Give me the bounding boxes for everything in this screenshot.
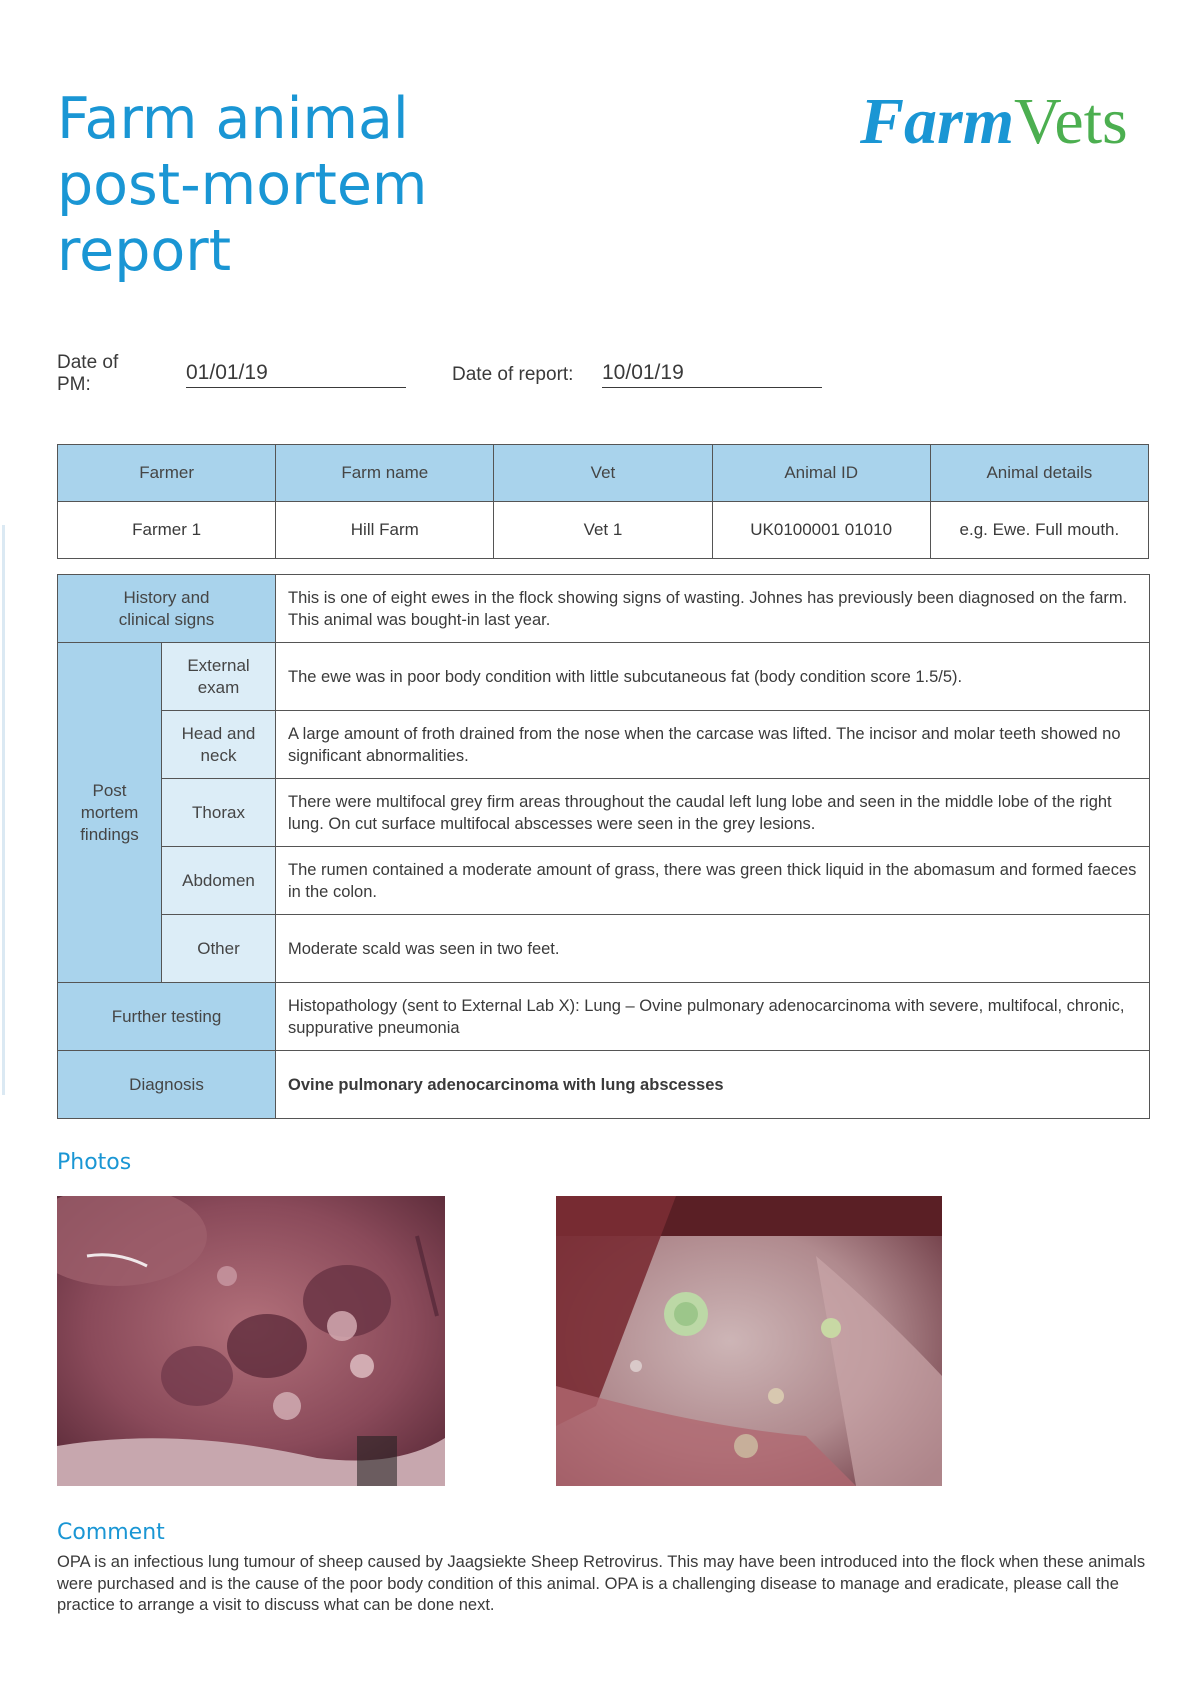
date-of-report-value[interactable]: 10/01/19 [602,361,822,388]
info-header-row [58,445,1149,502]
finding-row-external [58,643,1150,711]
date-of-pm-label [57,352,118,396]
external-exam-label-line-2: exam [197,677,240,697]
info-value-row [58,502,1149,559]
animal-info-table [57,444,1149,559]
pm-label-line-1: Post [92,780,127,800]
finding-row-other [58,915,1150,983]
finding-row-head [58,711,1150,779]
history-row [58,575,1150,643]
date-of-pm-label-line-2: PM: [57,374,91,395]
title-line-3: report [57,218,232,284]
comment-text: OPA is an infectious lung tumour of sheep caused by Jaagsiekte Sheep Retrovirus. This may have been introduced into the flock when these animals were purchased and is the cause of the poor body condition of this animal. OPA is a challenging disease to manage and eradicate, please call the practice to arrange a visit to discuss what can be done next. [57,1553,1146,1614]
external-exam-text: The ewe was in poor body condition with little subcutaneous fat (body condition score 1.5/5). [276,643,1150,711]
diagnosis-label: Diagnosis [58,1051,276,1119]
title-line-1: Farm animal [57,86,409,152]
finding-row-abdomen [58,847,1150,915]
head-neck-label-line-2: neck [200,745,237,765]
value-animal-id: UK0100001 01010 [712,502,930,559]
photos-heading: Photos [57,1150,132,1175]
logo-vets-text: Vets [1014,85,1128,158]
pm-label-line-3: findings [80,824,139,844]
title-line-2: post-mortem [57,152,428,218]
header-farm-name: Farm name [276,445,494,502]
post-mortem-findings-label [58,643,162,983]
farmvets-logo [860,84,1128,160]
further-testing-row [58,983,1150,1051]
head-neck-label [162,711,276,779]
history-label-line-1: History and [123,587,210,607]
findings-table [57,574,1150,1119]
page-title [57,86,617,284]
pm-label-line-2: mortem [80,802,139,822]
head-neck-text: A large amount of froth drained from the nose when the carcase was lifted. The incisor and molar teeth showed no significant abnormalities. [276,711,1150,779]
date-of-pm-value[interactable]: 01/01/19 [186,361,406,388]
diagnosis-text: Ovine pulmonary adenocarcinoma with lung abscesses [276,1051,1150,1119]
head-neck-label-line-1: Head and [181,723,256,743]
external-exam-label [162,643,276,711]
value-farm-name: Hill Farm [276,502,494,559]
other-label: Other [162,915,276,983]
thorax-label: Thorax [162,779,276,847]
external-exam-label-line-1: External [187,655,250,675]
diagnosis-row [58,1051,1150,1119]
history-label-line-2: clinical signs [118,609,215,629]
header-animal-details: Animal details [930,445,1148,502]
abdomen-text: The rumen contained a moderate amount of grass, there was green thick liquid in the abomasum and formed faeces in the colon. [276,847,1150,915]
comment-heading: Comment [57,1520,165,1545]
logo-farm-text: Farm [860,85,1015,158]
header-vet: Vet [494,445,712,502]
date-of-report-label: Date of report: [452,364,574,385]
abdomen-label: Abdomen [162,847,276,915]
finding-row-thorax [58,779,1150,847]
thorax-text: There were multifocal grey firm areas throughout the caudal left lung lobe and seen in the middle lobe of the right lung. On cut surface multifocal abscesses were seen in the grey lesions. [276,779,1150,847]
history-label [58,575,276,643]
history-text: This is one of eight ewes in the flock showing signs of wasting. Johnes has previously been diagnosed on the farm. This animal was bought-in last year. [276,575,1150,643]
value-vet: Vet 1 [494,502,712,559]
side-margin-line [2,525,5,1095]
further-testing-label: Further testing [58,983,276,1051]
lung-photo-1 [57,1196,445,1486]
further-testing-text: Histopathology (sent to External Lab X): Lung – Ovine pulmonary adenocarcinoma with severe, multifocal, chronic, suppurative pneumonia [276,983,1150,1051]
header-farmer: Farmer [58,445,276,502]
value-farmer: Farmer 1 [58,502,276,559]
date-of-pm-label-line-1: Date of [57,352,119,373]
lung-photo-2 [556,1196,942,1486]
header-animal-id: Animal ID [712,445,930,502]
value-animal-details: e.g. Ewe. Full mouth. [930,502,1148,559]
other-text: Moderate scald was seen in two feet. [276,915,1150,983]
